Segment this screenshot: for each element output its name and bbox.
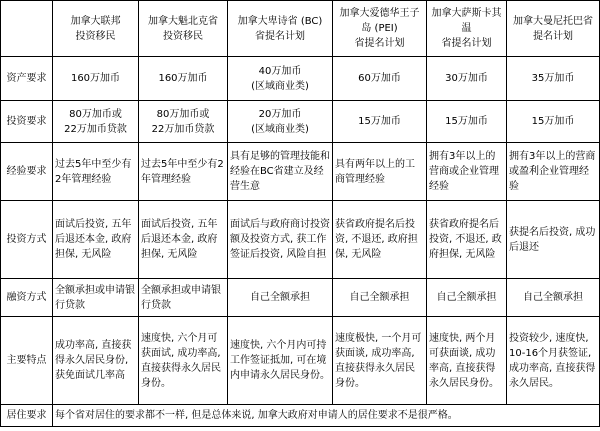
row-label-experience: 经验要求 (1, 143, 53, 201)
table-cell: 具有足够的管理技能和经验在BC省建立及经营生意 (228, 143, 333, 201)
table-cell: 面试后与政府商讨投资额及投资方式, 获工作签证后投资, 风险自担 (228, 201, 333, 279)
table-cell: 35万加币 (507, 57, 600, 101)
column-header-saskatchewan: 加拿大萨斯卡其 温 省提名计划 (427, 1, 507, 57)
column-header-quebec: 加拿大魁北克省 投资移民 (139, 1, 228, 57)
table-cell: 获省政府提名后投资, 不退还, 政府担保, 无风险 (427, 201, 507, 279)
table-cell: 60万加币 (333, 57, 427, 101)
table-cell: 80万加币或 22万加币贷款 (139, 101, 228, 143)
row-label-investment: 投资要求 (1, 101, 53, 143)
row-label-finance-method: 融资方式 (1, 279, 53, 317)
table-cell: 过去5年中至少有2年管理经验 (53, 143, 139, 201)
table-cell: 速度快, 六个月内可持工作签证抵加, 可在境内申请永久居民身份。 (228, 317, 333, 405)
table-cell: 160万加币 (53, 57, 139, 101)
table-cell: 160万加币 (139, 57, 228, 101)
table-cell: 速度快, 两个月可获面谈, 成功率高, 直接获得永久居民身份。 (427, 317, 507, 405)
row-label-invest-method: 投资方式 (1, 201, 53, 279)
table-row (1, 279, 600, 317)
corner-cell (1, 1, 53, 57)
table-cell: 全额承担或申请银行贷款 (53, 279, 139, 317)
header-row (1, 1, 600, 57)
table-cell: 全额承担或申请银行贷款 (139, 279, 228, 317)
table-cell: 速度极快, 一个月可获面谈, 成功率高, 直接获得永久居民身份。 (333, 317, 427, 405)
table-cell: 80万加币或 22万加币贷款 (53, 101, 139, 143)
row-label-features: 主要特点 (1, 317, 53, 405)
column-header-federal: 加拿大联邦 投资移民 (53, 1, 139, 57)
table-row (1, 57, 600, 101)
residence-requirement-text: 每个省对居住的要求都不一样, 但是总体来说, 加拿大政府对申请人的居住要求不是很严格。 (53, 405, 600, 427)
table-cell: 40万加币 (区域商业类) (228, 57, 333, 101)
table-cell: 获省政府提名后投资, 不退还, 政府担保, 无风险 (333, 201, 427, 279)
table-cell: 速度快, 六个月可获面试, 成功率高, 直接获得永久居民身份。 (139, 317, 228, 405)
table-row (1, 201, 600, 279)
table-cell: 15万加币 (333, 101, 427, 143)
table-row (1, 101, 600, 143)
table-cell: 获提名后投资, 成功后退还 (507, 201, 600, 279)
column-header-manitoba: 加拿大曼尼托巴省 提名计划 (507, 1, 600, 57)
row-label-residence: 居住要求 (1, 405, 53, 427)
table-cell: 投资较少, 速度快, 10-16个月获签证, 成功率高, 直接获得永久居民。 (507, 317, 600, 405)
table-cell: 自己全额承担 (507, 279, 600, 317)
table-cell: 20万加币 (区域商业类) (228, 101, 333, 143)
column-header-bc: 加拿大卑诗省 (BC) 省提名计划 (228, 1, 333, 57)
table-cell: 30万加币 (427, 57, 507, 101)
table-cell: 拥有3年以上的营商或企业管理经验 (427, 143, 507, 201)
table-cell: 自己全额承担 (228, 279, 333, 317)
table-row (1, 143, 600, 201)
table-cell: 面试后投资, 五年后退还本金, 政府担保, 无风险 (53, 201, 139, 279)
table-cell: 拥有3年以上的营商或盈利企业管理经验 (507, 143, 600, 201)
table-cell: 15万加币 (427, 101, 507, 143)
table-cell: 具有两年以上的工商管理经验 (333, 143, 427, 201)
table-cell: 面试后投资, 五年后退还本金, 政府担保, 无风险 (139, 201, 228, 279)
table-cell: 自己全额承担 (333, 279, 427, 317)
table-cell: 成功率高, 直接获得永久居民身份, 获免面试几率高 (53, 317, 139, 405)
table-row (1, 317, 600, 405)
table-row (1, 405, 600, 427)
row-label-assets: 资产要求 (1, 57, 53, 101)
column-header-pei: 加拿大爱德华王子 岛 (PEI) 省提名计划 (333, 1, 427, 57)
table-cell: 15万加币 (507, 101, 600, 143)
table-cell: 自己全额承担 (427, 279, 507, 317)
table-cell: 过去5年中至少有2年管理经验 (139, 143, 228, 201)
